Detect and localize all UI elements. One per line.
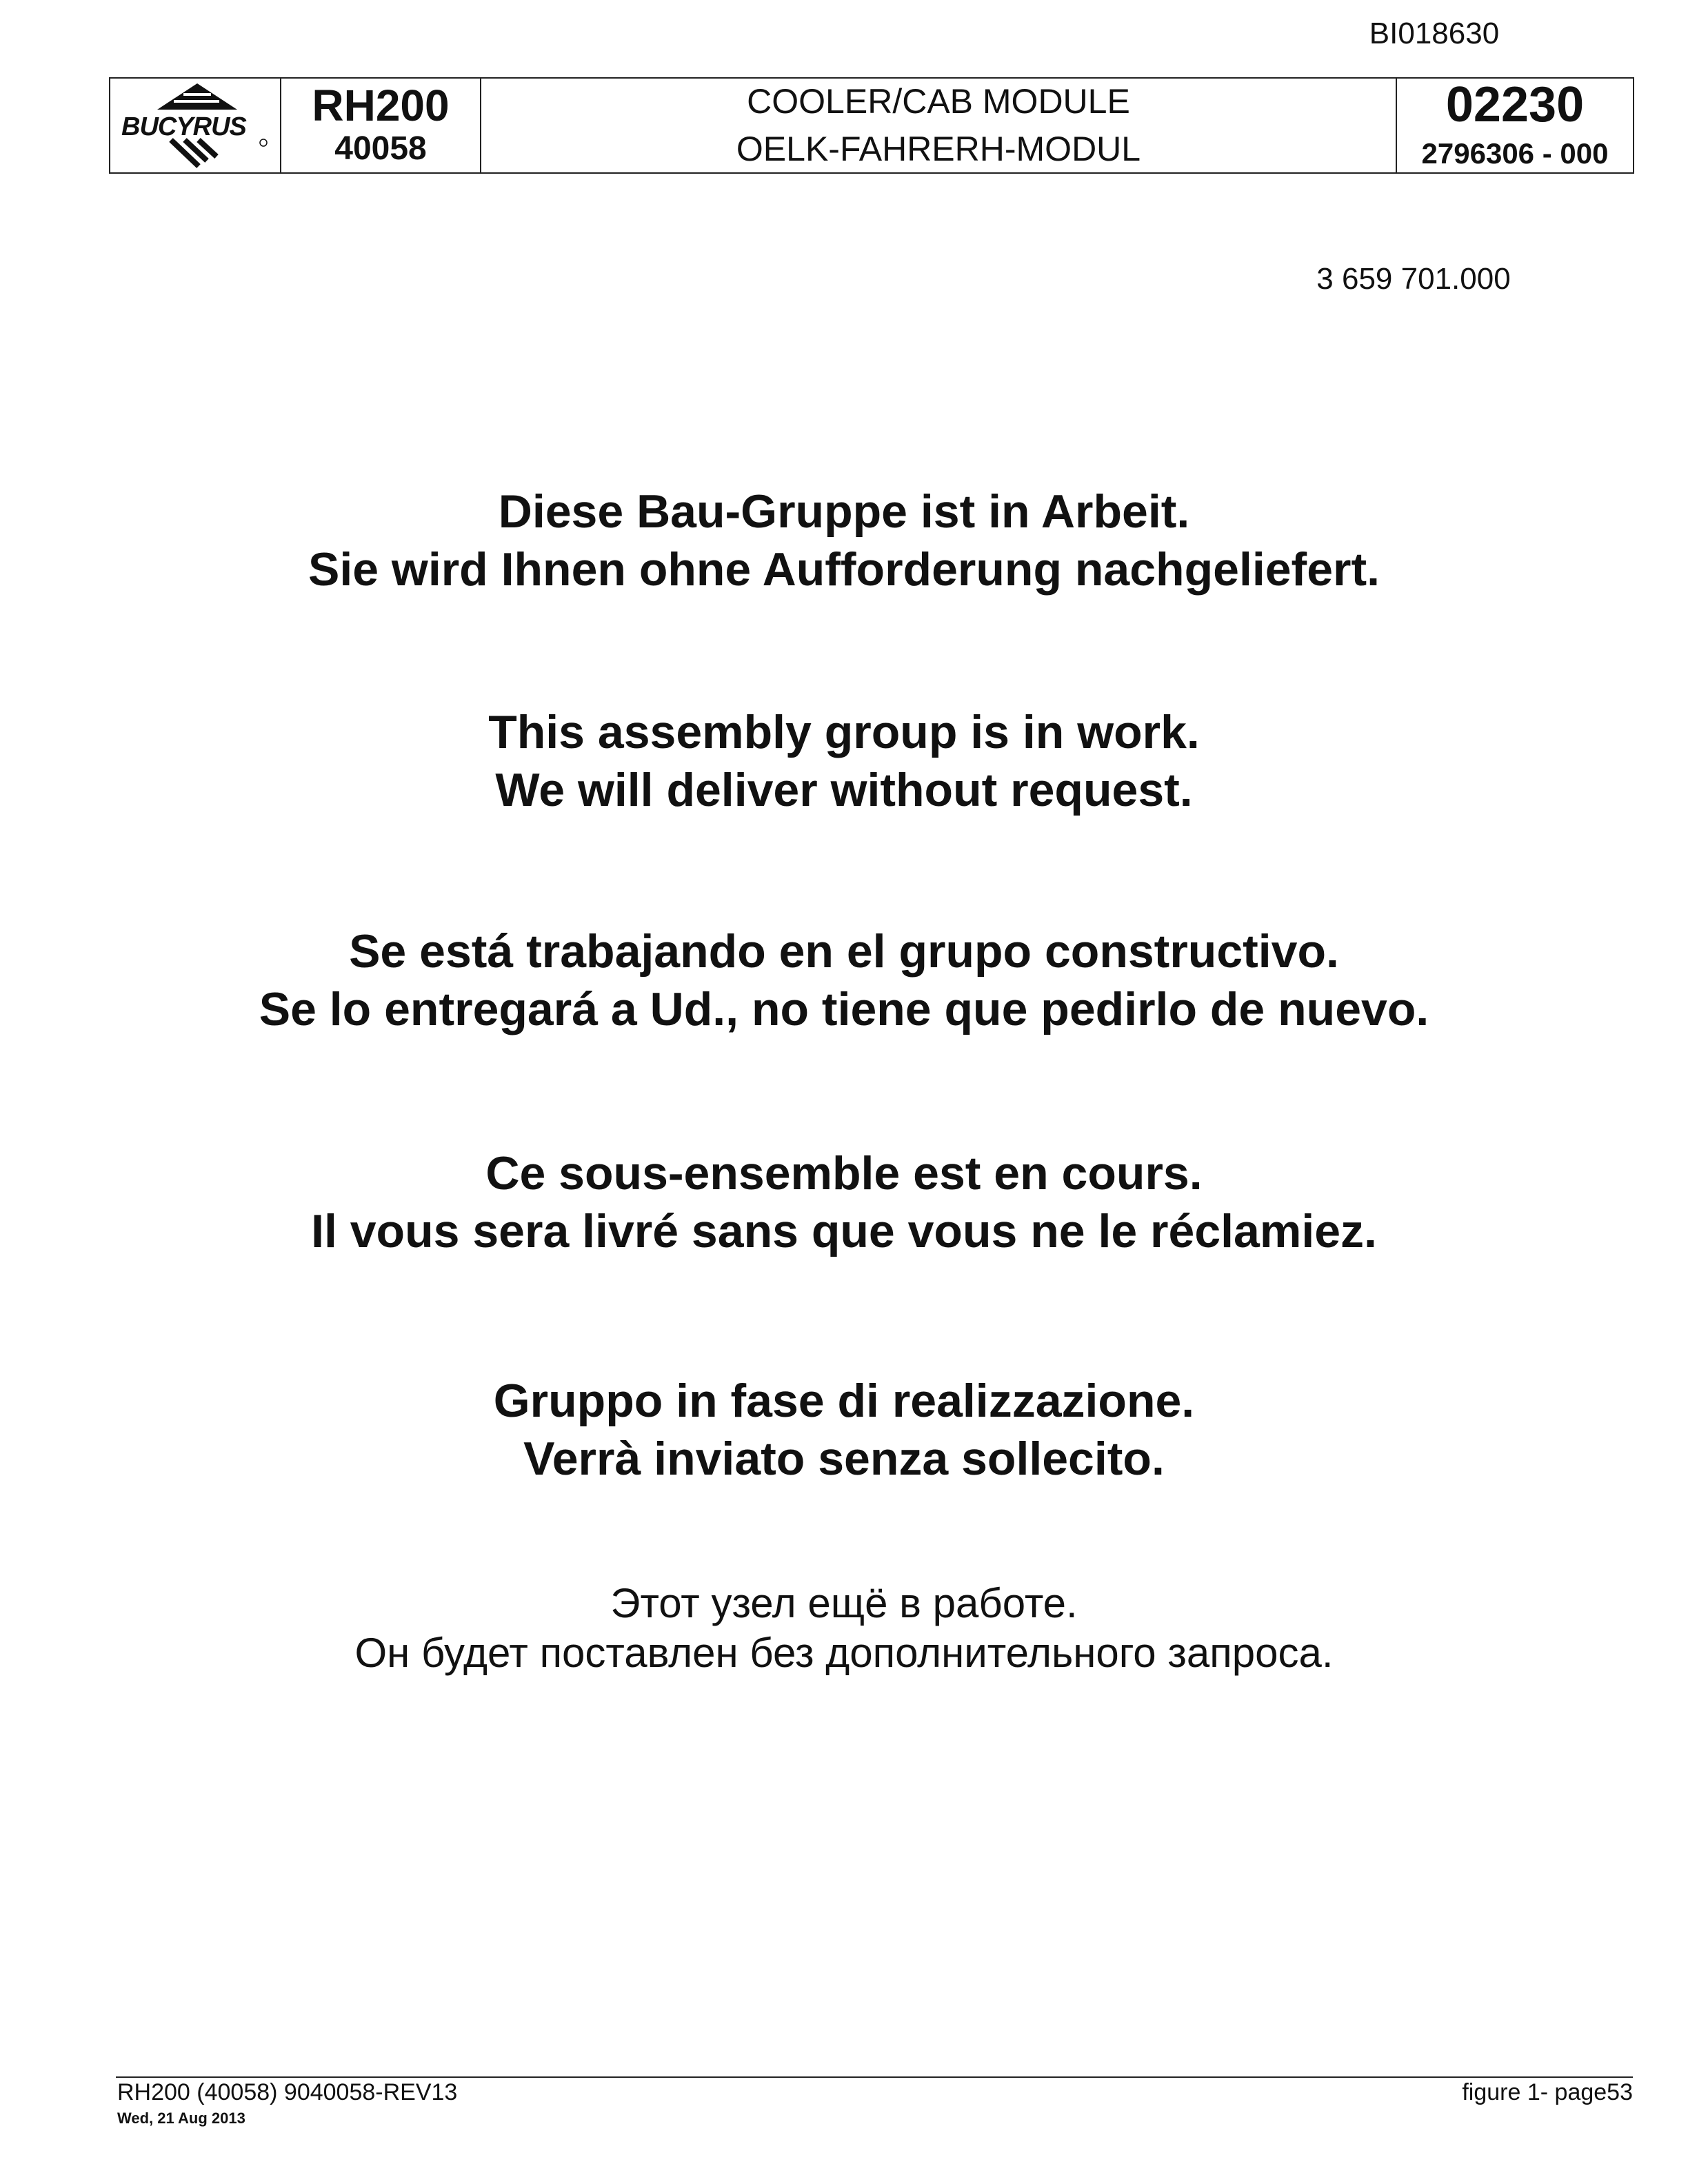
notice-line: This assembly group is in work. [488, 706, 1200, 758]
notice-line: Il vous sera livré sans que vous ne le réclamiez. [311, 1205, 1377, 1257]
logo-cell [110, 79, 281, 172]
notice-line: Он будет поставлен без дополнительного запроса. [354, 1630, 1334, 1676]
footer-page-ref: figure 1- page53 [1462, 2079, 1633, 2105]
notice-french [0, 1144, 1688, 1260]
notice-line: Sie wird Ihnen ohne Aufforderung nachgeliefert. [308, 543, 1380, 596]
footer-divider [116, 2076, 1633, 2078]
notice-line: Se está trabajando en el grupo constructivo. [349, 925, 1339, 978]
serial-number: 40058 [334, 130, 427, 167]
title-block [109, 77, 1634, 174]
footer-date: Wed, 21 Aug 2013 [117, 2110, 245, 2127]
bucyrus-logo [116, 81, 274, 170]
model-number: RH200 [312, 80, 450, 130]
module-title-en: COOLER/CAB MODULE [747, 82, 1130, 121]
reference-number: 3 659 701.000 [1316, 262, 1511, 296]
notice-line: Verrà inviato senza sollecito. [523, 1433, 1165, 1485]
title-cell [481, 79, 1397, 172]
notice-line: Ce sous-ensemble est en cours. [485, 1147, 1203, 1200]
notice-german [0, 483, 1688, 598]
group-code: 02230 [1445, 77, 1585, 132]
notice-russian [0, 1579, 1688, 1678]
notice-line: Diese Bau-Gruppe ist in Arbeit. [498, 485, 1190, 538]
document-id: BI018630 [1369, 17, 1500, 50]
notice-italian [0, 1372, 1688, 1488]
notice-line: We will deliver without request. [495, 764, 1193, 816]
model-cell [281, 79, 481, 172]
notice-line: Se lo entregará a Ud., no tiene que pedirlo de nuevo. [259, 983, 1429, 1035]
notice-line: Gruppo in fase di realizzazione. [493, 1375, 1195, 1427]
notice-english [0, 703, 1688, 819]
footer-document-ref: RH200 (40058) 9040058-REV13 [117, 2079, 458, 2105]
part-number: 2796306 - 000 [1421, 136, 1609, 170]
module-title-de: OELK-FAHRERH-MODUL [736, 130, 1141, 168]
code-cell [1397, 79, 1633, 172]
notice-spanish [0, 922, 1688, 1038]
logo-text: BUCYRUS [121, 112, 246, 141]
notice-line: Этот узел ещё в работе. [610, 1580, 1078, 1626]
